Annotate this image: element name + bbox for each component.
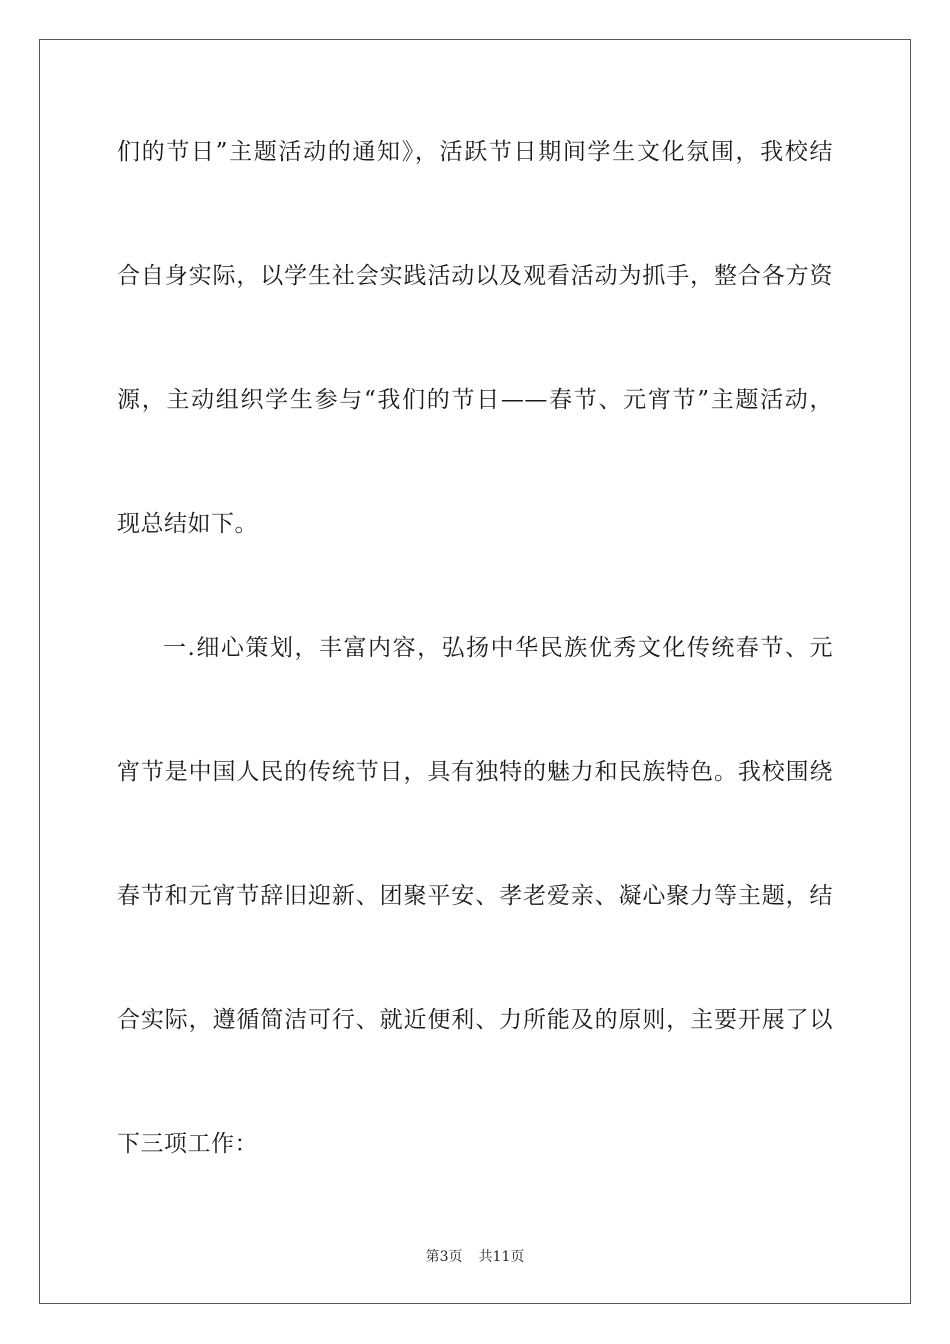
body-line-7: 春节和元宵节辞旧迎新、团聚平安、孝老爱亲、凝心聚力等主题，结 xyxy=(117,883,833,909)
body-line-3: 源，主动组织学生参与“我们的节日——春节、元宵节”主题活动， xyxy=(117,387,833,413)
section-heading-line: 一.细心策划，丰富内容，弘扬中华民族优秀文化传统春节、元 xyxy=(163,635,833,661)
body-line-8: 合实际，遵循简洁可行、就近便利、力所能及的原则，主要开展了以 xyxy=(117,1007,833,1033)
body-line-1: 们的节日”主题活动的通知》，活跃节日期间学生文化氛围，我校结 xyxy=(117,139,833,165)
page-footer xyxy=(0,1248,950,1266)
body-line-9: 下三项工作： xyxy=(117,1131,258,1157)
body-line-6: 宵节是中国人民的传统节日，具有独特的魅力和民族特色。我校围绕 xyxy=(117,759,833,785)
page-number-total: 共11页 xyxy=(478,1249,525,1265)
body-line-2: 合自身实际，以学生社会实践活动以及观看活动为抓手，整合各方资 xyxy=(117,263,833,289)
page-number-current: 第3页 xyxy=(425,1249,463,1265)
page-border xyxy=(39,39,911,1304)
body-line-4: 现总结如下。 xyxy=(117,511,258,537)
